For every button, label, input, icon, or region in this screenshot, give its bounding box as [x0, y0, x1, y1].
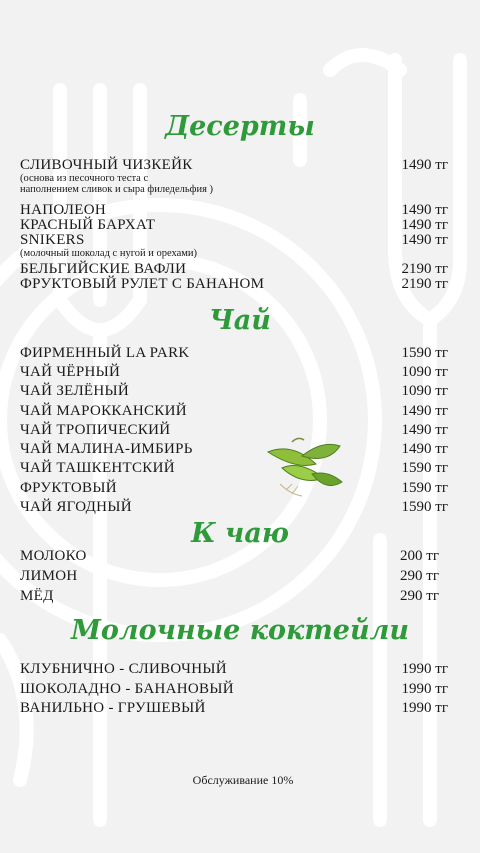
item-name: ФРУКТОВЫЙ [20, 480, 117, 496]
item-name: МОЛОКО [20, 548, 87, 564]
menu-item [20, 500, 448, 515]
item-description: (молочный шоколад с нугой и орехами) [20, 248, 198, 259]
item-name: ФИРМЕННЫЙ LA PARK [20, 345, 190, 361]
menu-item [20, 384, 448, 399]
item-price: 290 тг [400, 568, 439, 584]
item-price: 1990 тг [401, 661, 448, 677]
section-title-milkshakes: Молочные коктейли [70, 615, 410, 646]
section-title-tea: Чай [209, 305, 271, 336]
item-price: 1490 тг [401, 441, 448, 457]
item-name: ЧАЙ ЗЕЛЁНЫЙ [20, 383, 130, 399]
item-name: БЕЛЬГИЙСКИЕ ВАФЛИ [20, 261, 187, 277]
section-title-to-tea: К чаю [191, 518, 289, 549]
menu-item [20, 701, 448, 716]
item-price: 1590 тг [401, 460, 448, 476]
menu-item [20, 365, 448, 380]
item-price: 2190 тг [401, 261, 448, 277]
item-price: 1490 тг [401, 217, 448, 233]
item-price: 1090 тг [401, 383, 448, 399]
item-price: 290 тг [400, 588, 439, 604]
menu-item [20, 442, 448, 457]
item-name: ЛИМОН [20, 568, 78, 584]
item-name: ЧАЙ ЧЁРНЫЙ [20, 364, 121, 380]
item-name: КРАСНЫЙ БАРХАТ [20, 217, 156, 233]
item-name: СЛИВОЧНЫЙ ЧИЗКЕЙК [20, 157, 193, 173]
item-price: 1490 тг [401, 422, 448, 438]
menu-item [20, 158, 448, 195]
section-title-desserts: Десерты [165, 111, 315, 142]
menu-item [20, 662, 448, 677]
item-price: 1990 тг [401, 681, 448, 697]
item-name: ФРУКТОВЫЙ РУЛЕТ С БАНАНОМ [20, 276, 265, 292]
menu-item [20, 277, 448, 292]
menu-item [20, 461, 448, 476]
menu-item [20, 589, 439, 604]
item-name: МЁД [20, 588, 54, 604]
item-price: 1490 тг [401, 403, 448, 419]
menu-item [20, 404, 448, 419]
item-price: 1590 тг [401, 499, 448, 515]
item-price: 2190 тг [401, 276, 448, 292]
mint-leaf-icon [262, 434, 344, 504]
item-price: 1590 тг [401, 345, 448, 361]
menu-item [20, 346, 448, 361]
item-price: 1990 тг [401, 700, 448, 716]
item-name: ЧАЙ ЯГОДНЫЙ [20, 499, 132, 515]
item-name: НАПОЛЕОН [20, 202, 106, 218]
menu-item [20, 682, 448, 697]
menu-item [20, 569, 439, 584]
item-price: 1490 тг [401, 157, 448, 173]
item-description: наполнением сливок и сыра филедельфия ) [20, 184, 214, 195]
service-charge-note: Обслуживание 10% [192, 773, 294, 787]
menu-item [20, 262, 448, 277]
item-name: ВАНИЛЬНО - ГРУШЕВЫЙ [20, 700, 206, 716]
item-price: 1490 тг [401, 202, 448, 218]
item-price: 1090 тг [401, 364, 448, 380]
menu-item [20, 233, 448, 259]
menu-item [20, 549, 439, 564]
item-price: 1490 тг [401, 232, 448, 248]
item-name: ЧАЙ МАРОККАНСКИЙ [20, 403, 187, 419]
item-name: ЧАЙ ТРОПИЧЕСКИЙ [20, 422, 171, 438]
item-name: КЛУБНИЧНО - СЛИВОЧНЫЙ [20, 661, 227, 677]
item-price: 200 тг [400, 548, 439, 564]
item-price: 1590 тг [401, 480, 448, 496]
menu-item [20, 218, 448, 233]
menu-item [20, 423, 448, 438]
item-name: SNIKERS [20, 232, 85, 248]
item-name: ЧАЙ ТАШКЕНТСКИЙ [20, 460, 175, 476]
menu-item [20, 203, 448, 218]
item-description: (основа из песочного теста с [20, 173, 149, 184]
item-name: ШОКОЛАДНО - БАНАНОВЫЙ [20, 681, 234, 697]
item-name: ЧАЙ МАЛИНА-ИМБИРЬ [20, 441, 193, 457]
menu-item [20, 481, 448, 496]
